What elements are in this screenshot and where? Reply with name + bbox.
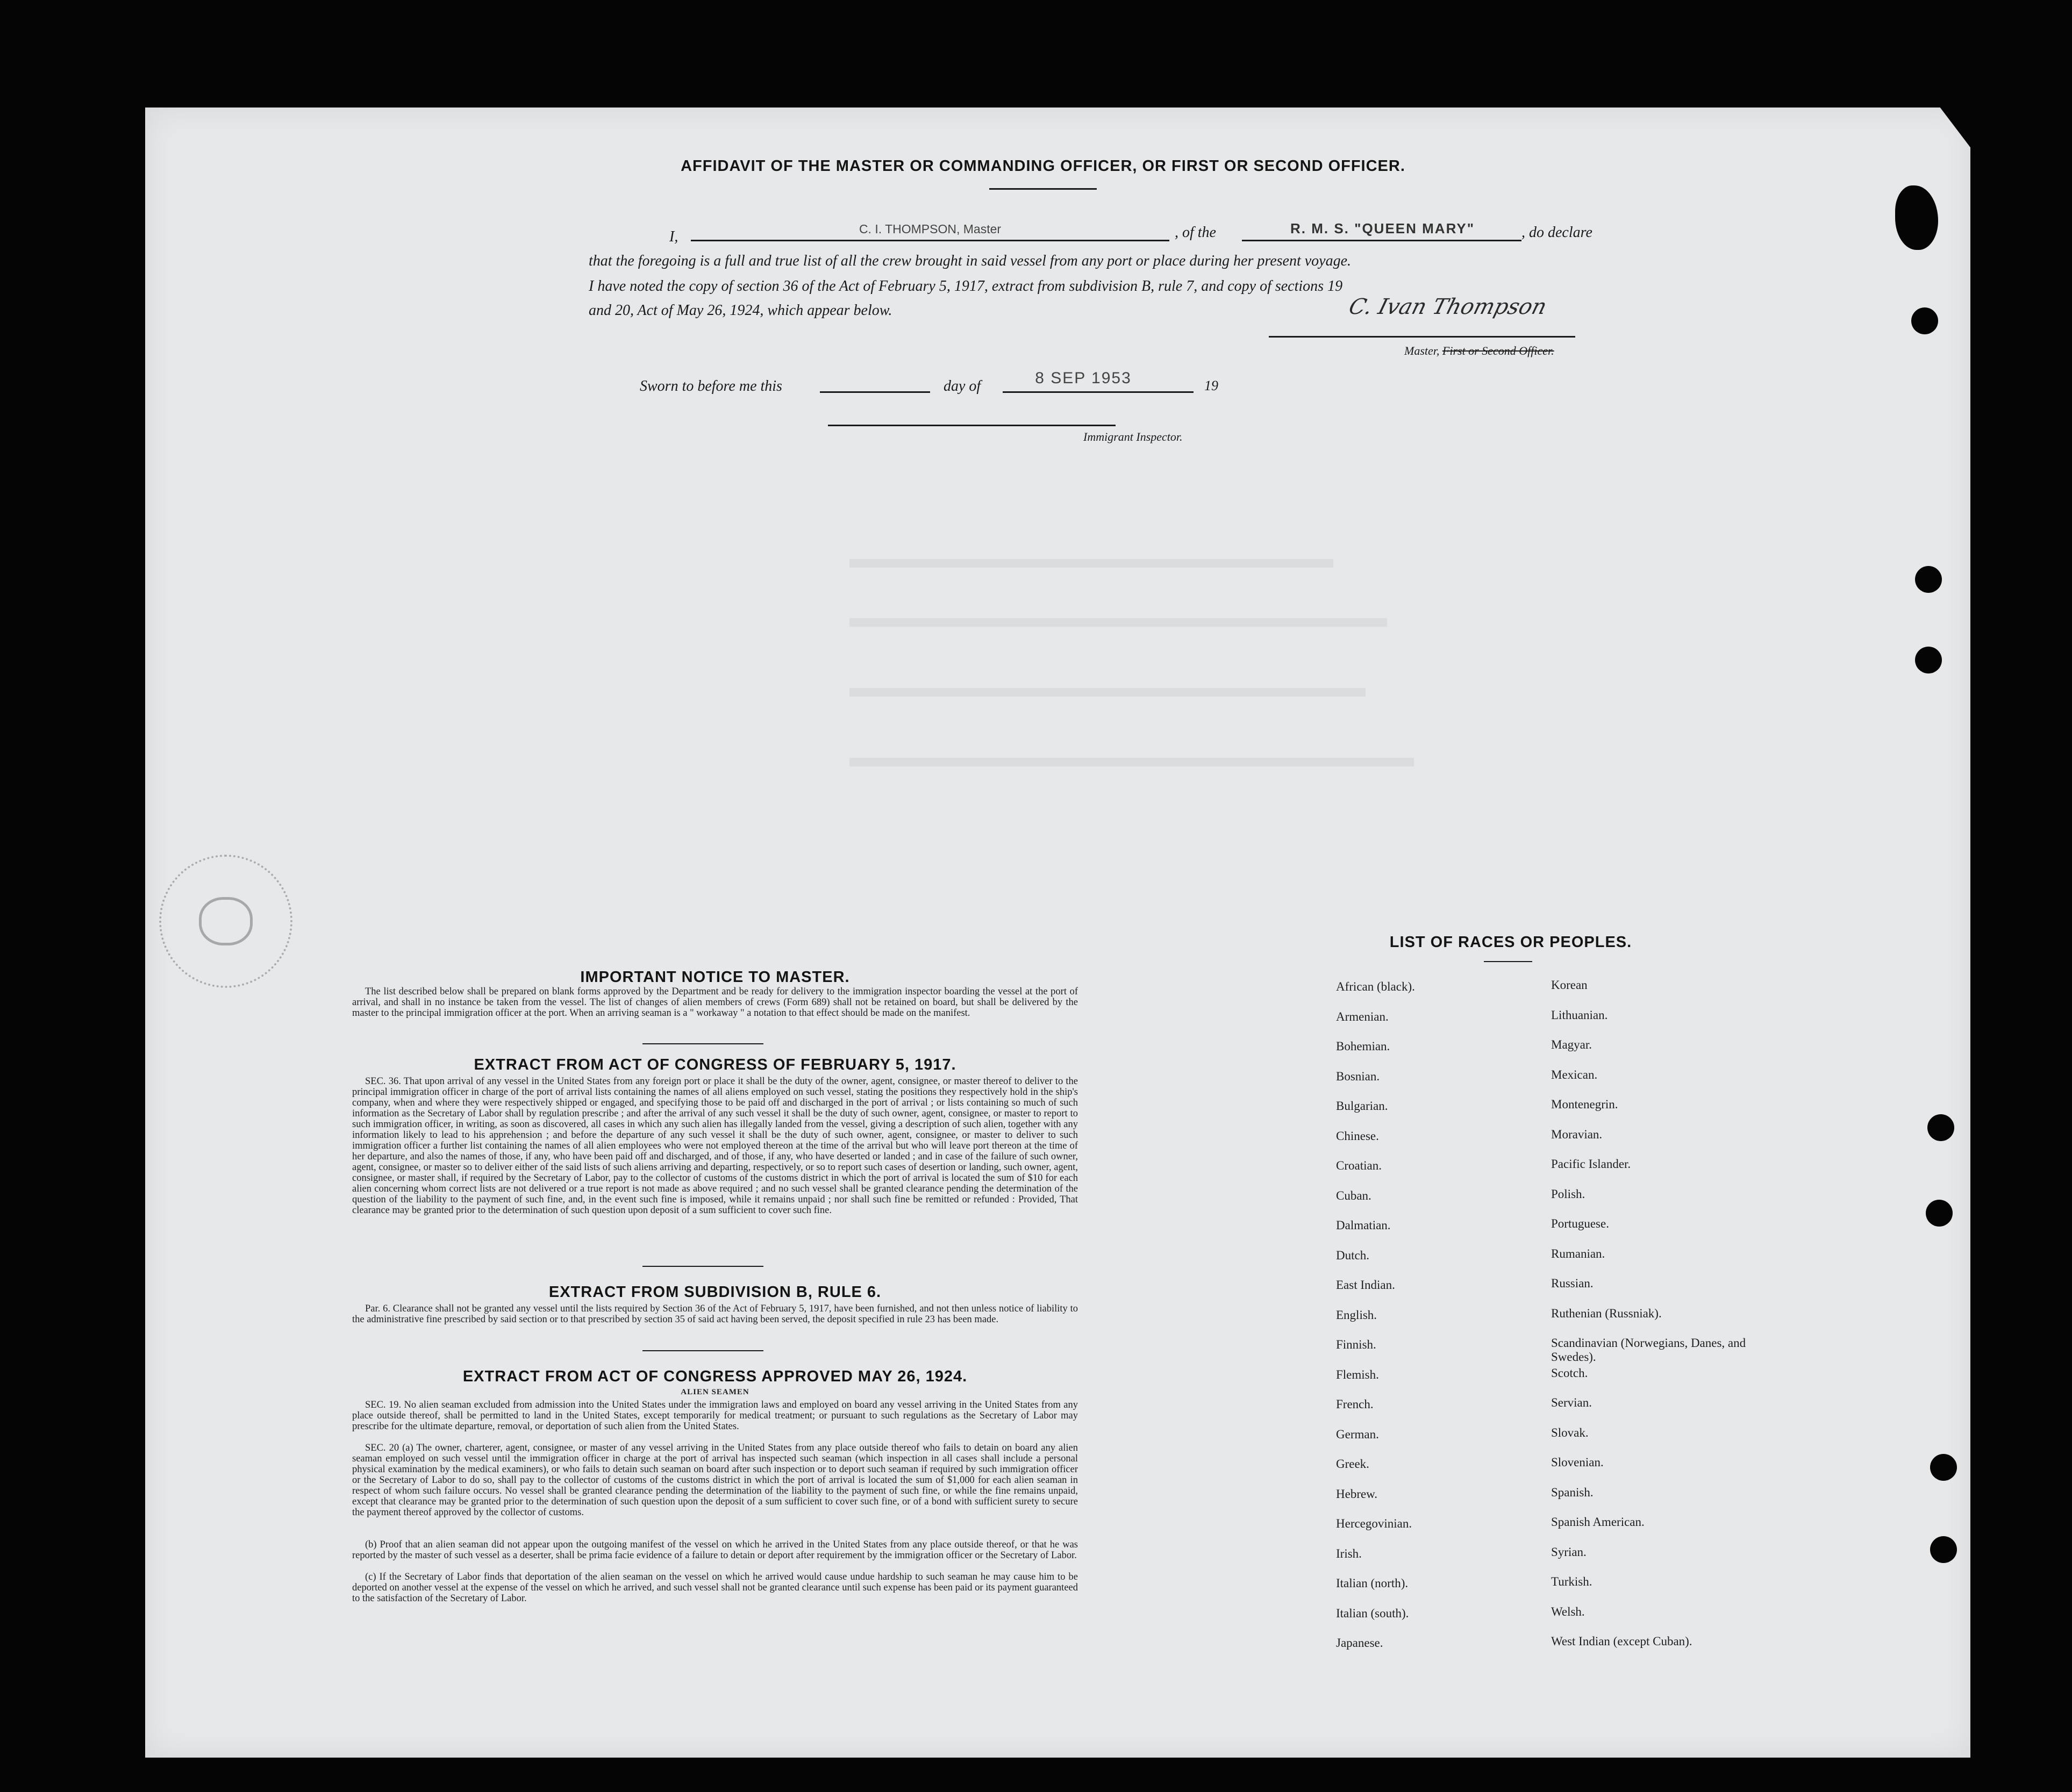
master-name-typed: C. I. THOMPSON, Master: [859, 222, 1002, 236]
race-list-item: Croatian.: [1336, 1159, 1382, 1172]
divider: [1484, 961, 1532, 962]
race-list-item: Spanish American.: [1551, 1515, 1645, 1529]
race-list-item: Montenegrin.: [1551, 1098, 1618, 1111]
day-of-label: day of: [944, 378, 981, 395]
race-list-item: East Indian.: [1336, 1278, 1395, 1292]
sworn-day-line: [820, 372, 930, 393]
race-list-item: Armenian.: [1336, 1009, 1389, 1023]
race-list-item: Irish.: [1336, 1546, 1362, 1560]
race-list-item: Spanish.: [1551, 1485, 1594, 1499]
signer-title-struck: First or Second Officer.: [1442, 344, 1554, 357]
do-declare-label: , do declare: [1521, 224, 1592, 241]
notice-title: IMPORTANT NOTICE TO MASTER.: [580, 969, 850, 986]
punch-hole: [1930, 1536, 1957, 1563]
race-list-item: Pacific Islander.: [1551, 1157, 1631, 1171]
race-list-item: English.: [1336, 1308, 1377, 1322]
of-the-label: , of the: [1175, 224, 1216, 241]
signer-title-master: Master,: [1404, 344, 1440, 357]
extract-1917-body: SEC. 36. That upon arrival of any vessel in the United States from any foreign port or place it shall be the duty of the owner, agent, consignee, or master thereof to deliver to the principal immigration officer in charge of the port of arrival lists containing the names of all aliens employed on such vessel, stating the positions they respectively hold in the ship's company, when and where they were respectively shipped or engaged, and specifying those to be paid off and discharged in the port of arrival ; or lists containing so much of such information as the Secretary of Labor shall by regulation prescribe ; and after the arrival of any such vessel it shall be the duty of such owner, agent, consignee, or master to report to such immigration officer, in writing, as soon as discovered, all cases in which any such alien has illegally landed from the vessel, giving a description of such alien, together with any information likely to lead to his apprehension ; and before the departure of any such vessel it shall be the duty of such owner, agent, consignee, or master to deliver to such immigration officer a further list containing the names of all alien employees who were not employed thereon at the time of the arrival but who will leave port thereon at the time of her departure, and also the names of those, if any, who have been paid off and discharged, and of those, if any, who have deserted or landed ; and in case of the failure of such owner, agent, consignee, or master so to deliver either of the said lists of such aliens arriving and departing, respectively, or so to report such cases of desertion or landing, such owner, agent, consignee, or master shall, if required by the Secretary of Labor, pay to the collector of customs of the customs district in which the port of arrival is located the sum of $10 for each alien concerning whom correct lists are not delivered or a true report is not made as above required ; and no such vessel shall be granted clearance pending the determination of the question of the liability to the payment of such fine, and, in the event such fine is imposed, while it remains unpaid ; nor shall such fine be remitted or refunded : Provided, That clearance may be granted prior to the determination of such question upon deposit of a sum sufficient to cover such fine.: [352, 1076, 1078, 1216]
race-list-item: Cuban.: [1336, 1188, 1371, 1202]
eagle-emblem-icon: [199, 897, 253, 945]
race-list-item: Polish.: [1551, 1187, 1585, 1201]
official-seal: [159, 855, 292, 988]
race-list-item: Chinese.: [1336, 1129, 1379, 1143]
race-list-item: French.: [1336, 1397, 1374, 1411]
race-list-item: Russian.: [1551, 1277, 1594, 1290]
race-list-item: Slovenian.: [1551, 1456, 1604, 1469]
race-list-item: Dalmatian.: [1336, 1218, 1391, 1232]
punch-hole: [1911, 307, 1938, 334]
divider: [642, 1266, 763, 1267]
inspector-label: Immigrant Inspector.: [1083, 430, 1183, 443]
race-list-item: Dutch.: [1336, 1248, 1369, 1262]
race-list-item: Turkish.: [1551, 1575, 1592, 1588]
races-column-2: [1551, 978, 1766, 1665]
affidavit-pronoun: I,: [669, 228, 678, 245]
vessel-name-stamp: R. M. S. "QUEEN MARY": [1290, 220, 1475, 236]
race-list-item: Italian (south).: [1336, 1606, 1409, 1620]
race-list-item: Welsh.: [1551, 1604, 1585, 1618]
rule-6-body: Par. 6. Clearance shall not be granted any vessel until the lists required by Section 36 of the Act of February 5, 1917, have been furnished, and not then unless notice of liability to the administrative fine prescribed by said section or to that prescribed by section 35 of said act having been served, the deposit specified in rule 23 has been made.: [352, 1303, 1078, 1325]
sec-19-body: SEC. 19. No alien seaman excluded from admission into the United States under the immigration laws and employed on board any vessel arriving in the United States from any place outside thereof, shall be permitted to land in the United States, except temporarily for medical treatment; or pursuant to such regulations as the Secretary of Labor may prescribe for the ultimate departure, removal, or deportation of such alien from the United States.: [352, 1400, 1078, 1432]
divider: [642, 1350, 763, 1351]
date-stamp: 8 SEP 1953: [1035, 369, 1132, 387]
affidavit-title: AFFIDAVIT OF THE MASTER OR COMMANDING OFFICER, OR FIRST OR SECOND OFFICER.: [681, 157, 1405, 175]
affidavit-line-3: I have noted the copy of section 36 of the Act of February 5, 1917, extract from subdivision B, rule 7, and copy of sections 19: [589, 278, 1343, 295]
bleed-through: [849, 688, 1366, 697]
race-list-item: Bulgarian.: [1336, 1099, 1388, 1113]
race-list-item: Bosnian.: [1336, 1069, 1380, 1083]
race-list-item: West Indian (except Cuban).: [1551, 1635, 1692, 1648]
race-list-item: Bohemian.: [1336, 1040, 1390, 1053]
punch-hole: [1915, 647, 1942, 673]
signer-title: [1404, 344, 1554, 358]
punch-hole: [1915, 566, 1942, 593]
signature-line: [1269, 336, 1575, 338]
rule-6-title: EXTRACT FROM SUBDIVISION B, RULE 6.: [548, 1284, 882, 1301]
race-list-item: Italian (north).: [1336, 1576, 1409, 1590]
punch-hole: [1927, 1114, 1954, 1141]
affidavit-line-4: and 20, Act of May 26, 1924, which appear below.: [589, 302, 892, 319]
race-list-item: African (black).: [1336, 980, 1415, 993]
race-list-item: Mexican.: [1551, 1067, 1598, 1081]
master-signature: C. Ivan Thompson: [1346, 295, 1549, 319]
race-list-item: Rumanian.: [1551, 1246, 1605, 1260]
race-list-item: Flemish.: [1336, 1367, 1379, 1381]
race-list-item: Greek.: [1336, 1457, 1369, 1471]
race-list-item: Scotch.: [1551, 1366, 1588, 1380]
race-list-item: Ruthenian (Russniak).: [1551, 1306, 1662, 1320]
sec-20a-body: SEC. 20 (a) The owner, charterer, agent, consignee, or master of any vessel arriving in the United States from any place outside thereof who fails to detain on board any alien seaman employed on such vessel until the immigration officer in charge at the port of arrival has inspected such seaman (which inspection in all cases shall include a personal physical examination by the medical examiners), or who fails to detain such seaman on board after such inspection or to deport such seaman if required by such immigration officer or the Secretary of Labor to do so, shall pay to the collector of customs of the customs district in which the port of arrival is located the sum of $1,000 for each alien seaman in respect of whom such failure occurs. No vessel shall be granted clearance pending the determination of the liability to the payment of such fine, or while the fine remains unpaid, except that clearance may be granted prior to the determination of such question upon the deposit of a sum sufficient to cover such fine, or of a bond with sufficient surety to secure the payment thereof approved by the collector of customs.: [352, 1443, 1078, 1518]
divider: [989, 188, 1097, 190]
punch-hole: [1926, 1200, 1953, 1227]
race-list-item: Scandinavian (Norwegians, Danes, and Swedes).: [1551, 1336, 1746, 1364]
race-list-item: Lithuanian.: [1551, 1008, 1608, 1022]
race-list-item: Servian.: [1551, 1396, 1592, 1409]
race-list-item: Hebrew.: [1336, 1487, 1378, 1501]
bleed-through: [849, 559, 1333, 568]
race-list-item: Finnish.: [1336, 1338, 1376, 1351]
race-list-item: Syrian.: [1551, 1545, 1587, 1559]
divider: [642, 1043, 763, 1044]
extract-1917-title: EXTRACT FROM ACT OF CONGRESS OF FEBRUARY 5, 1917.: [474, 1056, 956, 1073]
race-list-item: German.: [1336, 1427, 1379, 1441]
alien-seamen-subtitle: ALIEN SEAMEN: [681, 1388, 749, 1396]
inspector-line: [828, 425, 1116, 426]
sworn-label: Sworn to before me this: [640, 378, 782, 395]
extract-1924-title: EXTRACT FROM ACT OF CONGRESS APPROVED MAY 26, 1924.: [462, 1368, 968, 1385]
race-list-item: Hercegovinian.: [1336, 1517, 1412, 1530]
notice-body: The list described below shall be prepared on blank forms approved by the Department and be ready for delivery to the immigration inspector boarding the vessel at the port of arrival, and shall in no instance be taken from the vessel. The list of changes of alien members of crews (Form 689) shall not be retained on board, but shall be delivered by the master to the principal immigration officer at the port. When an arriving seaman is a " workaway " a notation to that effect should be made on the manifest.: [352, 986, 1078, 1019]
race-list-item: Japanese.: [1336, 1636, 1383, 1650]
punch-hole: [1930, 1454, 1957, 1481]
year-prefix: 19: [1204, 378, 1218, 393]
race-list-item: Portuguese.: [1551, 1217, 1609, 1230]
sec-20b-body: (b) Proof that an alien seaman did not appear upon the outgoing manifest of the vessel on which he arrived in the United States from any place outside thereof, or that he was reported by the master of such vessel as a deserter, shall be prima facie evidence of a failure to detain or deport after requirement by the immigration officer or the Secretary of Labor.: [352, 1539, 1078, 1561]
races-column-1: [1336, 980, 1535, 1666]
race-list-item: Slovak.: [1551, 1425, 1589, 1439]
bleed-through: [849, 618, 1387, 627]
affidavit-line-2: that the foregoing is a full and true list of all the crew brought in said vessel from any port or place during her present voyage.: [589, 253, 1352, 269]
race-list-item: Moravian.: [1551, 1127, 1603, 1141]
sec-20c-body: (c) If the Secretary of Labor finds that deportation of the alien seaman on the vessel on which he arrived would cause undue hardship to such seaman he may cause him to be deported on another vessel at the expense of the vessel on which he arrived, and such vessel shall not be granted clearance until such expense has been paid or its payment guaranteed to the satisfaction of the Secretary of Labor.: [352, 1572, 1078, 1604]
races-title: LIST OF RACES OR PEOPLES.: [1389, 934, 1632, 951]
race-list-item: Korean: [1551, 978, 1588, 992]
bleed-through: [849, 758, 1414, 766]
race-list-item: Magyar.: [1551, 1038, 1592, 1051]
